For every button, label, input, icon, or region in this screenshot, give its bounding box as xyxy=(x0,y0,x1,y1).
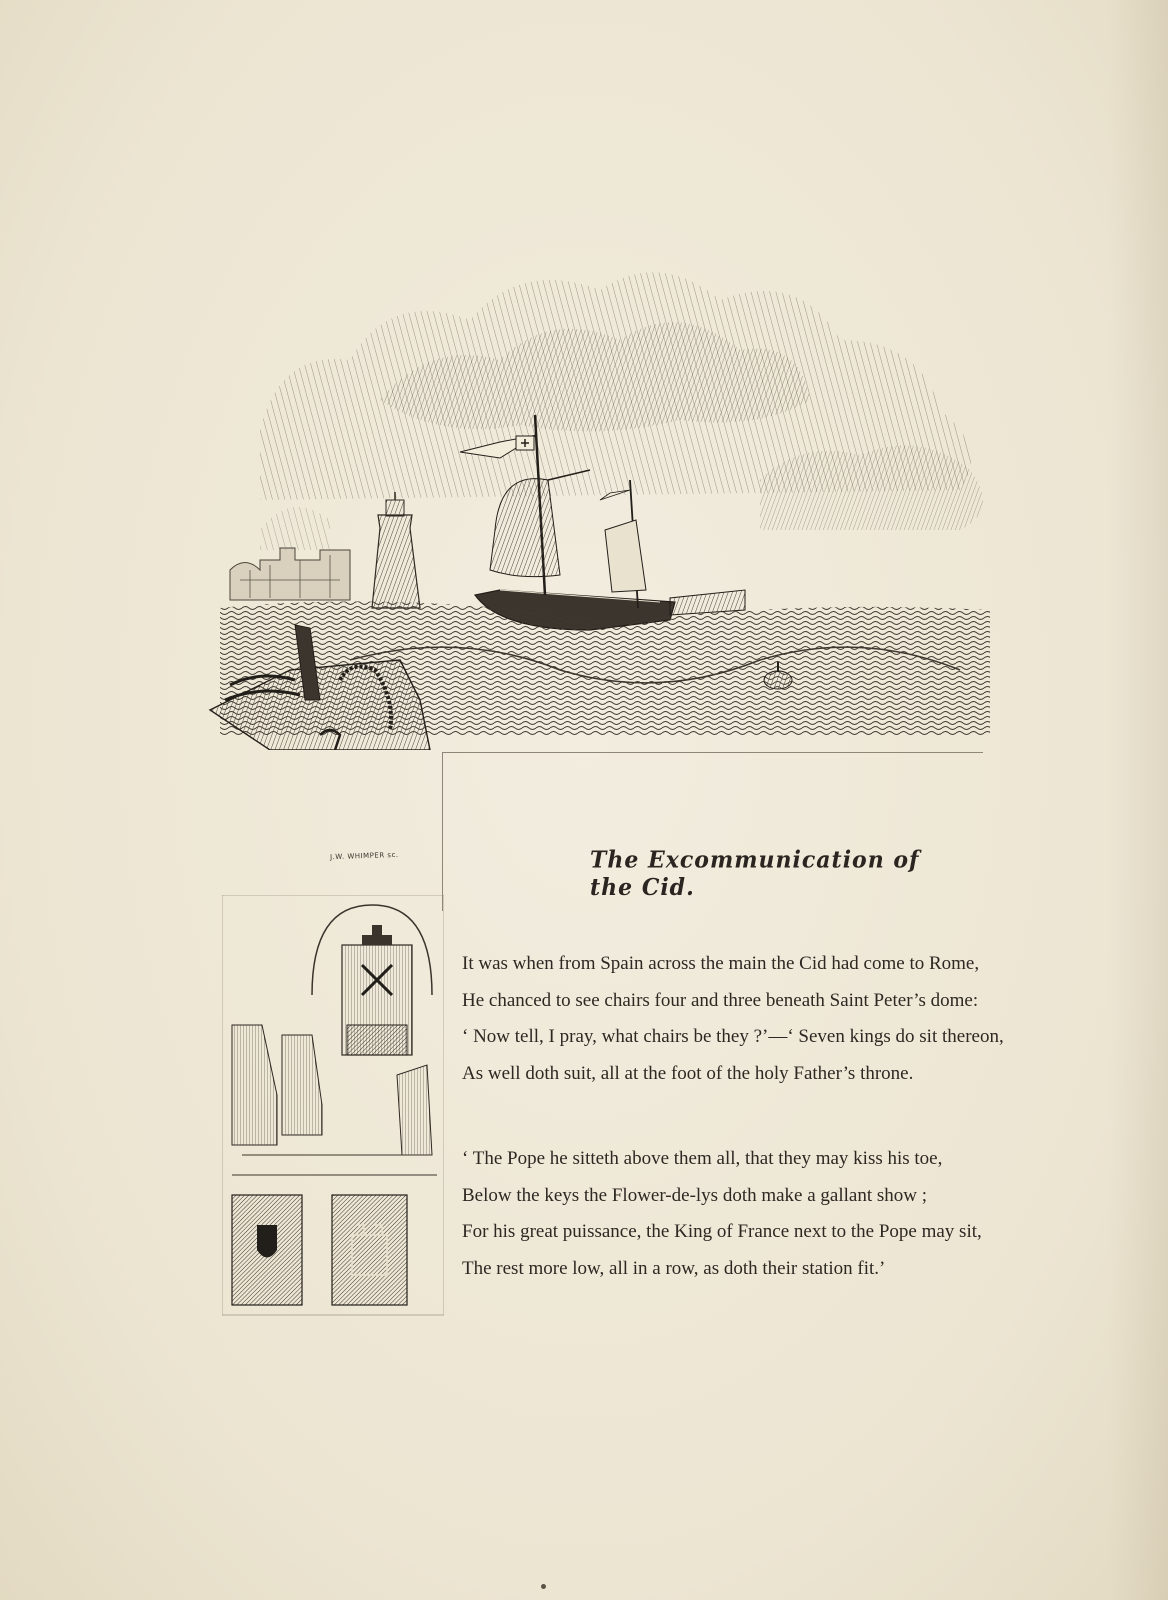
verse-line: ‘ The Pope he sitteth above them all, that they may kiss his toe, xyxy=(462,1148,943,1169)
verse-line: The rest more low, all in a row, as doth their station fit.’ xyxy=(462,1257,886,1279)
papal-throne xyxy=(342,925,412,1055)
chapel-thrones-engraving xyxy=(222,895,444,1320)
verse-line: Below the keys the Flower-de-lys doth make a gallant show ; xyxy=(462,1184,928,1206)
page-gutter-shadow xyxy=(1108,0,1168,1600)
heraldic-panels xyxy=(232,1195,407,1305)
poem-title: The Excommunication of the Cid. xyxy=(590,846,920,902)
lighthouse-tower xyxy=(372,492,420,608)
verse-line: As well doth suit, all at the foot of the holy Father’s throne. xyxy=(462,1062,914,1084)
verse-line: For his great puissance, the King of France next to the Pope may sit, xyxy=(462,1221,982,1242)
stanza-1 xyxy=(462,946,1102,1092)
ship-storm-engraving xyxy=(200,230,1020,750)
stanza-2 xyxy=(462,1141,1102,1287)
verse-line: He chanced to see chairs four and three beneath Saint Peter’s dome: xyxy=(462,989,979,1011)
verse-line: ‘ Now tell, I pray, what chairs be they ?’—‘ Seven kings do sit thereon, xyxy=(462,1026,1004,1047)
verse-line: It was when from Spain across the main the Cid had come to Rome, xyxy=(462,953,980,974)
engraver-signature: J.W. WHIMPER sc. xyxy=(329,850,399,862)
page-mark xyxy=(541,1584,546,1589)
coastal-town xyxy=(230,507,350,600)
